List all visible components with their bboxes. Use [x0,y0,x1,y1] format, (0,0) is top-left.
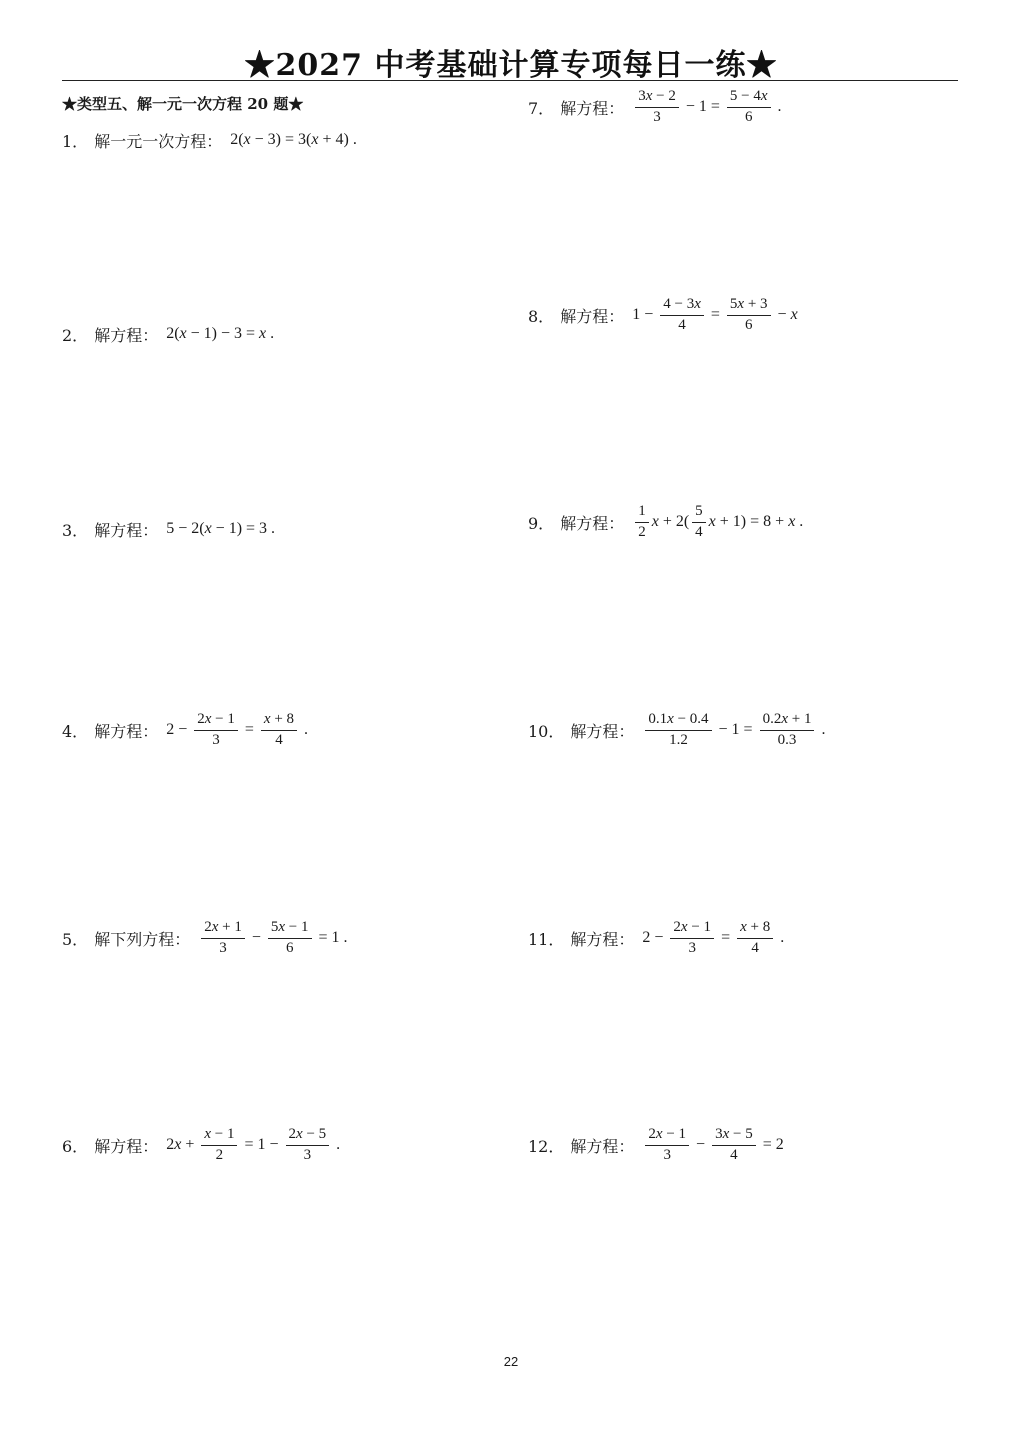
equation [166,1126,340,1164]
math-text: + 8 [270,711,295,728]
variable: x [680,919,688,936]
math-text: − 1 = [681,98,724,115]
math-text: 2 [638,523,646,540]
denominator [213,1146,227,1164]
equation [642,919,784,957]
variable: x [259,325,267,342]
math-text: + 4) [318,131,349,148]
math-text: − 1 [211,1126,235,1143]
math-text: 0.3 [777,731,797,748]
problem-number: 6． [62,1136,89,1156]
math-text: − 1 [687,919,712,936]
variable: x [204,711,212,728]
fraction [660,296,704,334]
variable: x [655,1126,663,1143]
numerator [635,88,679,107]
problem-number: 2． [62,325,89,345]
math-text: 2 [166,1136,175,1153]
variable: x [788,513,796,530]
equation [166,711,308,749]
denominator [283,939,297,957]
denominator [301,1146,315,1164]
math-text: + 1) = 8 + [715,513,789,530]
math-text: . [332,1136,341,1153]
numerator [692,503,706,522]
equation [642,711,825,749]
problem-number: 4． [62,721,89,741]
math-text: . [817,721,826,738]
denominator [742,316,756,334]
math-text: 1 [638,503,646,520]
numerator [635,503,649,522]
variable: x [790,306,798,323]
problem-label: 解方程： [94,1136,159,1156]
math-text: + 2( [658,513,690,530]
math-text: 2 − [642,929,668,946]
math-text: 4 [730,1146,738,1163]
math-text: − 1) − 3 = [186,325,260,342]
problem-number: 8． [528,306,555,326]
math-text: − [247,929,265,946]
math-text: − 5 [302,1126,327,1143]
problem-number: 12． [528,1136,565,1156]
math-text: . [339,929,348,946]
fraction [261,711,297,749]
numerator [201,1126,237,1145]
problem-number: 10． [528,721,565,741]
numerator [194,711,238,730]
math-text: . [267,520,276,537]
problem-7 [528,83,782,131]
math-text: 6 [744,108,753,125]
fraction [727,88,771,126]
math-text: − [692,1136,710,1153]
title-divider [62,80,958,81]
problem-label: 解方程： [560,98,625,118]
equation [198,919,347,957]
math-text: − 2 [652,88,676,105]
math-text: . [795,513,804,530]
problem-3 [62,505,275,553]
math-text: 4 [751,939,759,956]
numerator [268,919,312,938]
variable: x [708,513,716,530]
problem-label: 解方程： [570,721,635,741]
variable: x [722,1126,730,1143]
variable: x [760,88,768,105]
fraction [760,711,815,749]
section-heading: ★类型五、解一元一次方程 20 题★ [62,95,304,113]
math-text: . [776,929,785,946]
problem-number: 1． [62,131,89,151]
variable: x [296,1126,303,1143]
page-title: ★2027 中考基础计算专项每日一练★ [244,48,778,83]
denominator [727,1146,741,1164]
math-text: 2 [204,919,212,936]
math-text: 2 [288,1126,297,1143]
problem-5 [62,914,348,962]
math-text: 2 [648,1126,656,1143]
math-text: 4 [275,731,283,748]
problem-label: 解下列方程： [94,929,191,949]
problem-9 [528,498,803,546]
problem-1 [62,116,357,164]
variable: x [781,711,788,728]
numerator [727,88,771,107]
math-text: = [717,929,735,946]
math-text: . [266,325,275,342]
variable: x [651,513,659,530]
fraction [286,1126,330,1164]
math-text: 3 [653,108,661,125]
problem-number: 11． [528,929,565,949]
fraction [194,711,238,749]
math-text: 3 [638,88,646,105]
fraction [712,1126,756,1164]
math-text: . [300,721,309,738]
math-text: 2 [215,1146,224,1163]
fraction [635,88,679,126]
denominator [216,939,230,957]
math-text: = [240,721,258,738]
problem-number: 5． [62,929,89,949]
fraction [727,296,771,334]
variable: x [179,325,187,342]
variable: x [263,711,271,728]
equation [166,325,274,343]
math-text: + 8 [746,919,771,936]
variable: x [740,919,747,936]
math-text: 3 [219,939,227,956]
denominator [692,523,706,541]
equation [632,296,797,334]
problem-label: 解一元一次方程： [94,131,223,151]
math-text: + 3 [744,296,768,313]
math-text: 4 [695,523,703,540]
math-text: = 1 − [240,1136,283,1153]
math-text: 2 [197,711,205,728]
variable: x [694,296,701,313]
variable: x [174,1136,182,1153]
numerator [712,1126,756,1145]
fraction [268,919,312,957]
problem-number: 9． [528,513,555,533]
denominator [742,108,756,126]
math-text: − 1 [211,711,235,728]
fraction [201,919,245,957]
problem-label: 解方程： [94,325,159,345]
problem-label: 解方程： [560,513,625,533]
math-text: 5 [270,919,279,936]
problem-12 [528,1121,784,1169]
variable: x [204,520,212,537]
problem-10 [528,706,825,754]
equation [632,503,803,541]
math-text: 1.2 [669,731,688,748]
equation [632,88,781,126]
variable: x [278,919,286,936]
equation [230,131,357,149]
numerator [286,1126,330,1145]
variable: x [311,131,319,148]
variable: x [243,131,251,148]
math-text: 3 [715,1126,723,1143]
problem-number: 3． [62,520,89,540]
math-text: 5 [729,296,738,313]
math-text: . [773,98,782,115]
math-text: − 5 [729,1126,753,1143]
problem-4 [62,706,308,754]
math-text: = [706,306,724,323]
math-text: 0.2 [762,711,782,728]
math-text: 6 [285,939,294,956]
math-text: − 1 [662,1126,687,1143]
math-text: 1 − [632,306,658,323]
denominator [685,939,699,957]
fraction [670,919,714,957]
numerator [261,711,297,730]
math-text: 2 [673,919,681,936]
math-text: − 3) = 3( [250,131,312,148]
math-text: + 1 [788,711,812,728]
problem-label: 解方程： [94,721,159,741]
math-text: − 1) = 3 [211,520,268,537]
problem-6 [62,1121,340,1169]
math-text: 4 − 3 [663,296,695,313]
fraction [201,1126,237,1164]
problem-label: 解方程： [570,1136,635,1156]
fraction [645,1126,689,1164]
denominator [666,731,691,749]
math-text: 3 [212,731,220,748]
math-text: . [348,131,357,148]
denominator [272,731,286,749]
denominator [675,316,689,334]
math-text: 0.1 [648,711,668,728]
math-text: 5 − 4 [729,88,761,105]
math-text: 3 [688,939,696,956]
math-text: 6 [744,316,753,333]
math-text: − 1 = [714,721,757,738]
page-number: 22 [503,1354,519,1369]
fraction [692,503,706,541]
numerator [201,919,245,938]
fraction [645,711,711,749]
numerator [760,711,815,730]
denominator [775,731,800,749]
denominator [650,108,664,126]
math-text: 2( [230,131,244,148]
variable: x [737,296,745,313]
math-text: − 0.4 [673,711,709,728]
denominator [635,523,649,541]
denominator [660,1146,674,1164]
fraction [737,919,773,957]
numerator [737,919,773,938]
problem-2 [62,310,274,358]
math-text: 2 − [166,721,192,738]
math-text: 5 [695,503,703,520]
problem-label: 解方程： [570,929,635,949]
problem-label: 解方程： [94,520,159,540]
problem-number: 7． [528,98,555,118]
math-text: − 1 [285,919,309,936]
math-text: 5 − 2( [166,520,205,537]
math-text: − [773,306,791,323]
denominator [748,939,762,957]
fraction [635,503,649,541]
math-text: = 2 [758,1136,784,1153]
variable: x [645,88,653,105]
numerator [670,919,714,938]
math-text: = 1 [314,929,340,946]
problem-label: 解方程： [560,306,625,326]
variable: x [667,711,674,728]
math-text: 4 [678,316,686,333]
denominator [209,731,223,749]
numerator [727,296,771,315]
equation [642,1126,783,1164]
variable: x [204,1126,212,1143]
problem-11 [528,914,784,962]
math-text: 3 [303,1146,312,1163]
equation [166,520,275,538]
math-text: + 1 [218,919,242,936]
variable: x [211,919,219,936]
math-text: 2( [166,325,180,342]
numerator [645,1126,689,1145]
numerator [660,296,704,315]
numerator [645,711,711,730]
math-text: + [181,1136,199,1153]
problem-8 [528,291,798,339]
math-text: 3 [663,1146,671,1163]
